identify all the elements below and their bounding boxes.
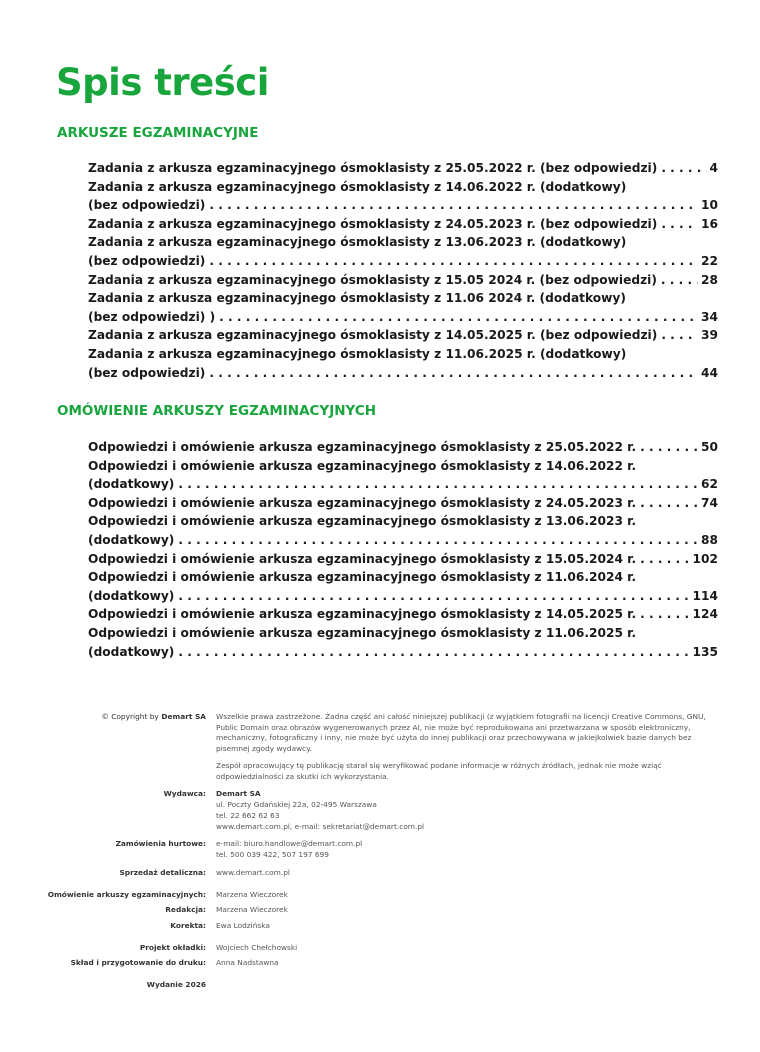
- wholesale-phone: tel. 500 039 422, 507 197 699: [216, 850, 329, 860]
- toc-entry-title: Zadania z arkusza egzaminacyjnego ósmoklasisty z 11.06 2024 r. (dodatkowy): [88, 291, 626, 306]
- toc-page-number: 39: [701, 328, 718, 343]
- toc-entry-title: Zadania z arkusza egzaminacyjnego ósmoklasisty z 11.06.2025 r. (dodatkowy): [88, 346, 627, 361]
- cover-label: Projekt okładki:: [139, 942, 206, 952]
- toc-entry-title: Odpowiedzi i omówienie arkusza egzaminacyjnego ósmoklasisty z 14.05.2025 r.: [88, 607, 637, 622]
- toc-entry: [88, 607, 718, 626]
- toc-entry-title: (bez odpowiedzi): [88, 198, 206, 213]
- toc-leader-dots: [209, 366, 698, 380]
- toc-entry: [88, 533, 718, 552]
- toc-page-number: 34: [701, 309, 718, 324]
- retail-label: Sprzedaż detaliczna:: [119, 867, 206, 877]
- toc-entry-title: Odpowiedzi i omówienie arkusza egzaminacyjnego ósmoklasisty z 25.05.2022 r.: [88, 440, 637, 454]
- toc-entry-title: (bez odpowiedzi): [88, 253, 206, 268]
- toc-leader-dots: [640, 440, 698, 454]
- toc-page-number: 114: [692, 588, 718, 603]
- imprint-retail-row: [40, 868, 710, 879]
- toc-entry: [88, 161, 718, 180]
- toc-leader-dots: [661, 273, 698, 287]
- toc-entry-title: Zadania z arkusza egzaminacyjnego ósmoklasisty z 24.05.2023 r. (bez odpowiedzi): [88, 216, 658, 231]
- toc-sheet-review: [88, 440, 718, 663]
- imprint-wholesale-row: [40, 839, 710, 860]
- toc-page-number: 74: [701, 495, 718, 510]
- review-label: Omówienie arkuszy egzaminacyjnych:: [47, 889, 206, 899]
- toc-exam-sheets: [88, 161, 718, 384]
- toc-page-number: 102: [692, 551, 718, 566]
- toc-entry-title: (bez odpowiedzi): [88, 365, 206, 380]
- toc-leader-dots: [178, 645, 689, 659]
- toc-entry-title: Odpowiedzi i omówienie arkusza egzaminacyjnego ósmoklasisty z 11.06.2025 r.: [88, 625, 637, 640]
- toc-entry: [88, 570, 718, 589]
- toc-entry: [88, 496, 718, 515]
- toc-entry: [88, 552, 718, 571]
- toc-entry: [88, 291, 718, 310]
- toc-entry-title: (dodatkowy): [88, 477, 175, 492]
- copyright-prefix: © Copyright by: [101, 712, 159, 721]
- toc-entry-title: Odpowiedzi i omówienie arkusza egzaminacyjnego ósmoklasisty z 13.06.2023 r.: [88, 514, 637, 529]
- toc-entry-title: (dodatkowy): [88, 532, 175, 547]
- edition-label: Wydanie 2026: [146, 980, 206, 990]
- toc-leader-dots: [178, 589, 689, 603]
- toc-entry: [88, 366, 718, 385]
- toc-entry: [88, 589, 718, 608]
- toc-entry-title: Zadania z arkusza egzaminacyjnego ósmoklasisty z 13.06.2023 r. (dodatkowy): [88, 235, 627, 250]
- wholesale-email: e-mail: biuro.handlowe@demart.com.pl: [216, 839, 363, 849]
- toc-entry: [88, 235, 718, 254]
- toc-entry-title: Odpowiedzi i omówienie arkusza egzaminacyjnego ósmoklasisty z 15.05.2024 r.: [88, 551, 637, 566]
- toc-entry-title: (dodatkowy): [88, 588, 175, 603]
- publisher-name: Demart SA: [216, 789, 261, 799]
- typeset-label: Skład i przygotowanie do druku:: [70, 958, 206, 968]
- typeset-value: Anna Nadstawna: [216, 958, 279, 968]
- publisher-contact: www.demart.com.pl, e-mail: sekretariat@demart.com.pl: [216, 821, 425, 831]
- toc-entry: [88, 198, 718, 217]
- toc-entry-title: (bez odpowiedzi) ): [88, 309, 216, 324]
- toc-page-number: 4: [709, 161, 718, 175]
- toc-leader-dots: [178, 533, 698, 547]
- review-value: Marzena Wieczorek: [216, 889, 288, 899]
- toc-entry-title: (dodatkowy): [88, 644, 175, 659]
- toc-leader-dots: [178, 477, 698, 491]
- proof-value: Ewa Lodzińska: [216, 921, 270, 931]
- imprint-copyright-row: [40, 712, 710, 782]
- imprint-review-row: [40, 890, 710, 901]
- toc-leader-dots: [219, 310, 698, 324]
- toc-page-number: 16: [701, 216, 718, 231]
- imprint-editing-row: [40, 905, 710, 916]
- toc-page-number: 135: [692, 644, 718, 659]
- toc-leader-dots: [640, 607, 689, 621]
- toc-leader-dots: [661, 161, 706, 175]
- toc-entry-title: Odpowiedzi i omówienie arkusza egzaminacyjnego ósmoklasisty z 14.06.2022 r.: [88, 458, 637, 473]
- imprint-publisher-row: [40, 789, 710, 832]
- toc-entry: [88, 328, 718, 347]
- page-title: Spis treści: [56, 61, 269, 104]
- toc-page-number: 28: [701, 272, 718, 287]
- toc-leader-dots: [209, 198, 698, 212]
- toc-page-number: 50: [701, 440, 718, 454]
- toc-entry-title: Zadania z arkusza egzaminacyjnego ósmoklasisty z 25.05.2022 r. (bez odpowiedzi): [88, 161, 658, 175]
- toc-entry: [88, 310, 718, 329]
- team-text: Zespół opracowujący tę publikację starał się weryfikować podane informacje w różnych źródłach, jednak nie może wziąć odpowiedzialności za skutki ich wykorzystania.: [216, 760, 662, 781]
- publisher-label: Wydawca:: [163, 789, 206, 799]
- toc-page-number: 88: [701, 532, 718, 547]
- toc-entry-title: Odpowiedzi i omówienie arkusza egzaminacyjnego ósmoklasisty z 24.05.2023 r.: [88, 495, 637, 510]
- proof-label: Korekta:: [170, 921, 206, 931]
- cover-value: Wojciech Chełchowski: [216, 942, 298, 952]
- toc-leader-dots: [640, 552, 689, 566]
- toc-leader-dots: [661, 217, 698, 231]
- toc-entry: [88, 217, 718, 236]
- toc-entry-title: Zadania z arkusza egzaminacyjnego ósmoklasisty z 14.05.2025 r. (bez odpowiedzi): [88, 328, 658, 343]
- copyright-label: [40, 712, 216, 782]
- toc-entry: [88, 459, 718, 478]
- toc-entry: [88, 440, 718, 459]
- imprint: [40, 712, 710, 998]
- editing-label: Redakcja:: [165, 905, 206, 915]
- publisher-phone: tel. 22 662 62 63: [216, 810, 280, 820]
- publisher-address: ul. Poczty Gdańskiej 22a, 02-495 Warszawa: [216, 800, 377, 810]
- retail-value: www.demart.com.pl: [216, 867, 290, 877]
- imprint-typeset-row: [40, 958, 710, 969]
- toc-entry: [88, 254, 718, 273]
- toc-leader-dots: [209, 254, 698, 268]
- toc-entry: [88, 645, 718, 664]
- toc-page-number: 124: [692, 607, 718, 622]
- toc-entry: [88, 273, 718, 292]
- toc-entry-title: Zadania z arkusza egzaminacyjnego ósmoklasisty z 14.06.2022 r. (dodatkowy): [88, 179, 627, 194]
- toc-page-number: 44: [701, 365, 718, 380]
- toc-leader-dots: [661, 328, 698, 342]
- toc-page-number: 10: [701, 198, 718, 213]
- toc-entry-title: Zadania z arkusza egzaminacyjnego ósmoklasisty z 15.05 2024 r. (bez odpowiedzi): [88, 272, 657, 287]
- section-heading-exam-sheets: ARKUSZE EGZAMINACYJNE: [57, 125, 259, 141]
- imprint-proof-row: [40, 921, 710, 932]
- toc-entry: [88, 180, 718, 199]
- toc-leader-dots: [640, 496, 698, 510]
- wholesale-label: Zamówienia hurtowe:: [115, 839, 206, 849]
- toc-entry: [88, 477, 718, 496]
- toc-page-number: 62: [701, 477, 718, 492]
- section-heading-sheet-review: OMÓWIENIE ARKUSZY EGZAMINACYJNYCH: [57, 403, 377, 419]
- toc-entry: [88, 347, 718, 366]
- toc-page-number: 22: [701, 253, 718, 268]
- toc-entry: [88, 626, 718, 645]
- imprint-edition-row: [40, 980, 710, 991]
- copyright-owner: Demart SA: [161, 712, 206, 721]
- rights-text: Wszelkie prawa zastrzeżone. Żadna część ani całość niniejszej publikacji (z wyjątkiem fotografii na licencji Creative Commons, GNU, Public Domain oraz obrazów wygenerowanych przez AI, nie może być reprodukowana ani przetwarzana w sposób elektroniczny, mechaniczny, fotograficzny i inny, nie może być użyta do innej publikacji oraz przechowywana w jakiejkolwiek bazie danych bez pisemnej zgody wydawcy.: [216, 712, 706, 754]
- toc-entry-title: Odpowiedzi i omówienie arkusza egzaminacyjnego ósmoklasisty z 11.06.2024 r.: [88, 570, 637, 585]
- imprint-cover-row: [40, 943, 710, 954]
- toc-entry: [88, 514, 718, 533]
- editing-value: Marzena Wieczorek: [216, 905, 288, 915]
